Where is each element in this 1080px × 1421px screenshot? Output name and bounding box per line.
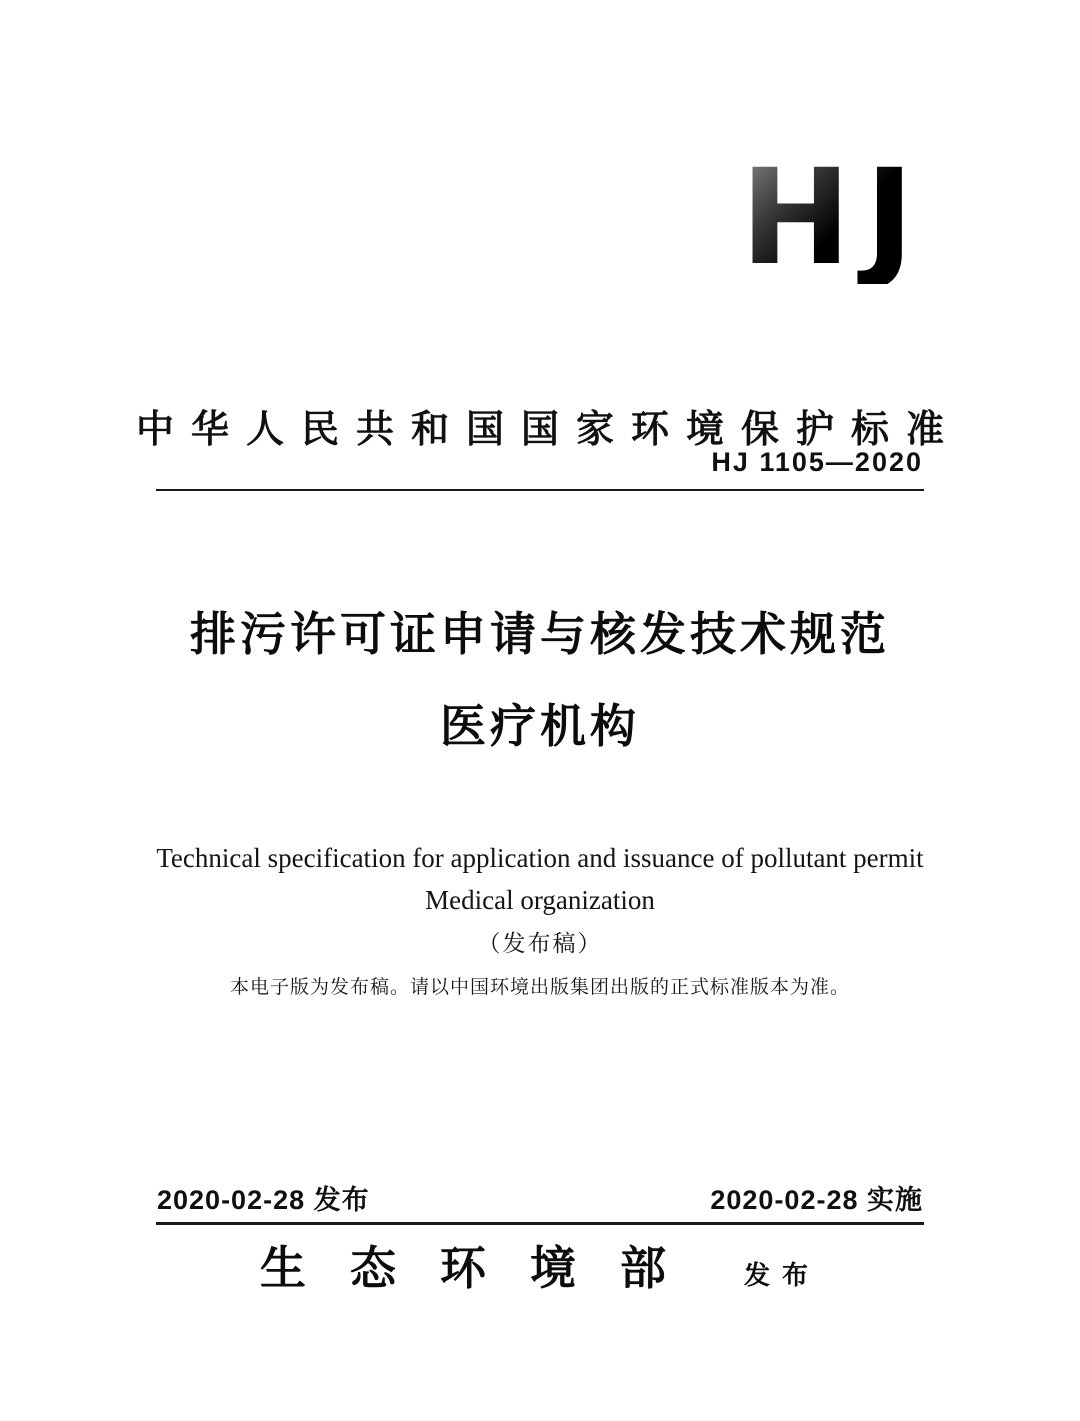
hj-logo: HJ	[740, 141, 928, 295]
electronic-version-note: 本电子版为发布稿。请以中国环境出版集团出版的正式标准版本为准。	[229, 977, 850, 998]
publisher-row	[0, 1232, 1080, 1298]
dates-row	[157, 1178, 923, 1217]
title-chinese-line1: 排污许可证申请与核发技术规范	[190, 608, 890, 660]
title-english-line2: Medical organization	[425, 885, 655, 915]
publish-label: 发布	[743, 1260, 820, 1290]
bottom-divider	[156, 1222, 924, 1225]
title-chinese-line2: 医疗机构	[440, 700, 640, 752]
publisher-name: 生态环境部	[259, 1242, 710, 1294]
standard-heading: 中华人民共和国国家环境保护标准	[135, 409, 961, 451]
standard-number: HJ 1105—2020	[711, 447, 923, 477]
issue-date: 2020-02-28 发布	[157, 1185, 370, 1215]
draft-version-label: （发布稿）	[477, 931, 603, 956]
implementation-date: 2020-02-28 实施	[710, 1185, 923, 1215]
top-divider	[156, 489, 924, 491]
title-english-line1: Technical specification for application and issuance of pollutant permit	[156, 843, 924, 873]
